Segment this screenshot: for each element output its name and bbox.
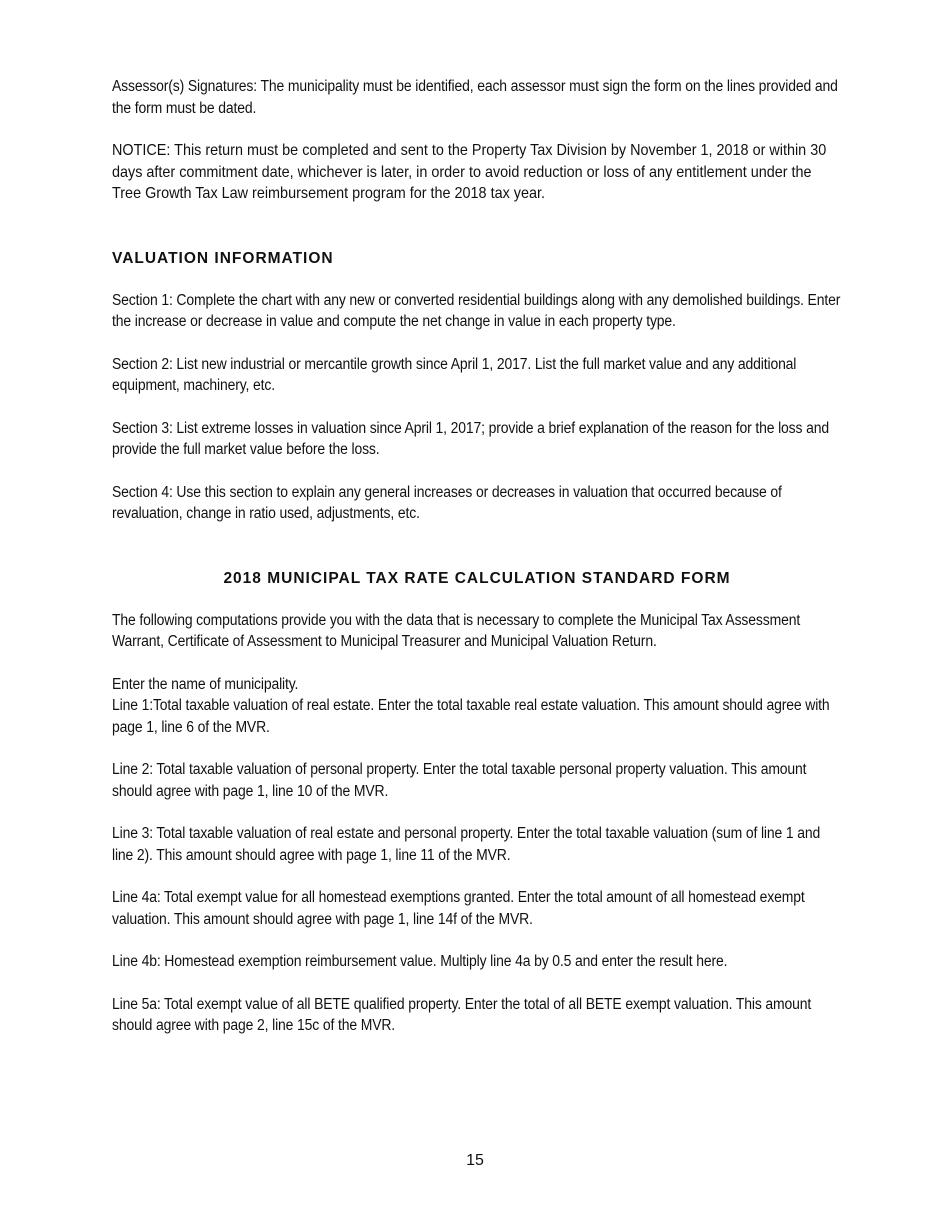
line-4b-paragraph: Line 4b: Homestead exemption reimbursement value. Multiply line 4a by 0.5 and enter the result here. — [112, 953, 728, 970]
line-4a-paragraph: Line 4a: Total exempt value for all homestead exemptions granted. Enter the total amount of all homestead exempt valuation. This amount should agree with page 1, line 14f of the MVR. — [112, 889, 805, 928]
section-1-paragraph: Section 1: Complete the chart with any new or converted residential buildings along with any demolished buildings. Enter the increase or decrease in value and compute the net change in value in each property type. — [112, 291, 841, 330]
line-2-paragraph: Line 2: Total taxable valuation of personal property. Enter the total taxable personal property valuation. This amount should agree with page 1, line 10 of the MVR. — [112, 761, 807, 800]
document-page — [112, 76, 842, 1037]
tax-rate-form-heading: 2018 MUNICIPAL TAX RATE CALCULATION STANDARD FORM — [223, 569, 731, 587]
line-1-paragraph: Line 1:Total taxable valuation of real estate. Enter the total taxable real estate valuation. This amount should agree with page 1, line 6 of the MVR. — [112, 697, 830, 736]
valuation-information-heading: VALUATION INFORMATION — [112, 249, 334, 267]
line-3-paragraph: Line 3: Total taxable valuation of real estate and personal property. Enter the total taxable valuation (sum of line 1 and line 2). This amount should agree with page 1, line 11 of the MVR. — [112, 825, 821, 864]
intro-paragraph: The following computations provide you with the data that is necessary to complete the Municipal Tax Assessment Warrant, Certificate of Assessment to Municipal Treasurer and Municipal Valuation Return. — [112, 611, 801, 650]
enter-municipality-name: Enter the name of municipality. — [112, 675, 299, 693]
section-4-paragraph: Section 4: Use this section to explain any general increases or decreases in valuation that occurred because of revaluation, change in ratio used, adjustments, etc. — [112, 483, 782, 522]
assessor-signatures-paragraph: Assessor(s) Signatures: The municipality must be identified, each assessor must sign the form on the lines provided and the form must be dated. — [112, 78, 838, 117]
section-3-paragraph: Section 3: List extreme losses in valuation since April 1, 2017; provide a brief explanation of the reason for the loss and provide the full market value before the loss. — [112, 419, 829, 458]
line-5a-paragraph: Line 5a: Total exempt value of all BETE qualified property. Enter the total of all BETE exempt valuation. This amount should agree with page 2, line 15c of the MVR. — [112, 995, 812, 1034]
section-2-paragraph: Section 2: List new industrial or mercantile growth since April 1, 2017. List the full market value and any additional equipment, machinery, etc. — [112, 355, 797, 394]
page-number: 15 — [466, 1152, 484, 1169]
notice-paragraph: NOTICE: This return must be completed and sent to the Property Tax Division by November 1, 2018 or within 30 days after commitment date, whichever is later, in order to avoid reduction or loss of any entitlement under the Tree Growth Tax Law reimbursement program for the 2018 tax year. — [112, 142, 827, 202]
